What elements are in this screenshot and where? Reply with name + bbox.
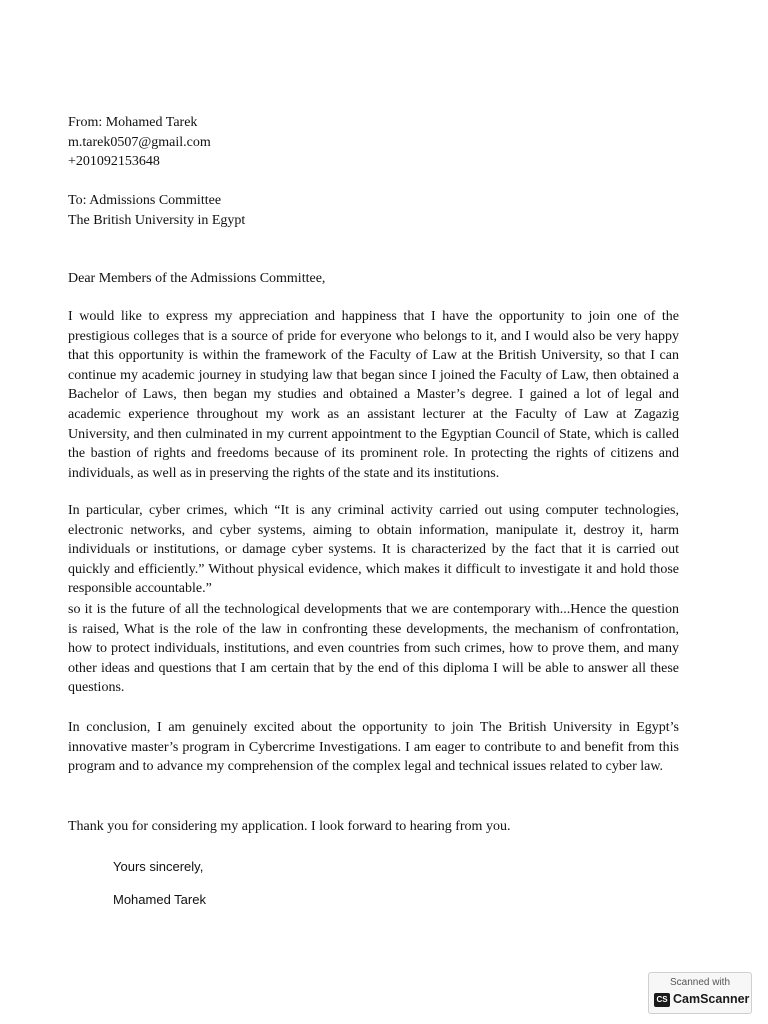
camscanner-logo-icon: CS <box>654 993 670 1007</box>
closing: Yours sincerely, <box>113 859 204 874</box>
body-paragraph-1: I would like to express my appreciation and happiness that I have the opportunity to join one of the prestigious colleges that is a source of pride for everyone who belongs to it, and I would also be very happy that this opportunity is within the framework of the Faculty of Law at the British University, so that I can continue my academic journey in studying law that began since I joined the Faculty of Law, then obtained a Bachelor of Laws, then began my studies and obtained a Master’s degree. I gained a lot of legal and academic experience throughout my work as an assistant lecturer at the Faculty of Law at Zagazig University, and then culminated in my current appointment to the Egyptian Council of State, which is called the bastion of rights and freedoms because of its prominent role. In protecting the rights of citizens and individuals, as well as in preserving the rights of the state and its institutions. <box>68 309 679 481</box>
body-paragraph-4: Thank you for considering my application. I look forward to hearing from you. <box>68 819 511 834</box>
body-paragraph-2a: In particular, cyber crimes, which “It is any criminal activity carried out using computer technologies, electronic networks, and cyber systems, aiming to obtain information, manipulate it, destroy it, harm individuals or institutions, or damage cyber systems. It is characterized by the fact that it is carried out quickly and efficiently.” Without physical evidence, which makes it difficult to investigate it and hold those responsible accountable.” <box>68 503 679 597</box>
sender-from-line: From: Mohamed Tarek <box>68 115 198 130</box>
sender-email: m.tarek0507@gmail.com <box>68 135 211 150</box>
body-paragraph-3: In conclusion, I am genuinely excited about the opportunity to join The British University in Egypt’s innovative master’s program in Cybercrime Investigations. I am eager to contribute to and benefit from this program and to advance my comprehension of the complex legal and technical issues related to cyber law. <box>68 720 679 775</box>
watermark-caption: Scanned with <box>669 977 731 988</box>
recipient-to-line: To: Admissions Committee <box>68 193 222 208</box>
sender-phone: +201092153648 <box>68 154 160 169</box>
body-paragraph-2b: so it is the future of all the technological developments that we are contemporary with...Hence the question is raised, What is the role of the law in confronting these developments, the mechanism of confrontation, how to protect individuals, institutions, and even countries from such crimes, how to prove them, and many other ideas and questions that I am certain that by the end of this diploma I will be able to answer all these questions. <box>68 602 679 696</box>
signature-name: Mohamed Tarek <box>113 892 206 907</box>
recipient-institution: The British University in Egypt <box>68 213 246 228</box>
salutation: Dear Members of the Admissions Committee, <box>68 271 326 286</box>
watermark-brand: CamScanner <box>673 992 750 1006</box>
camscanner-watermark <box>648 972 752 1014</box>
